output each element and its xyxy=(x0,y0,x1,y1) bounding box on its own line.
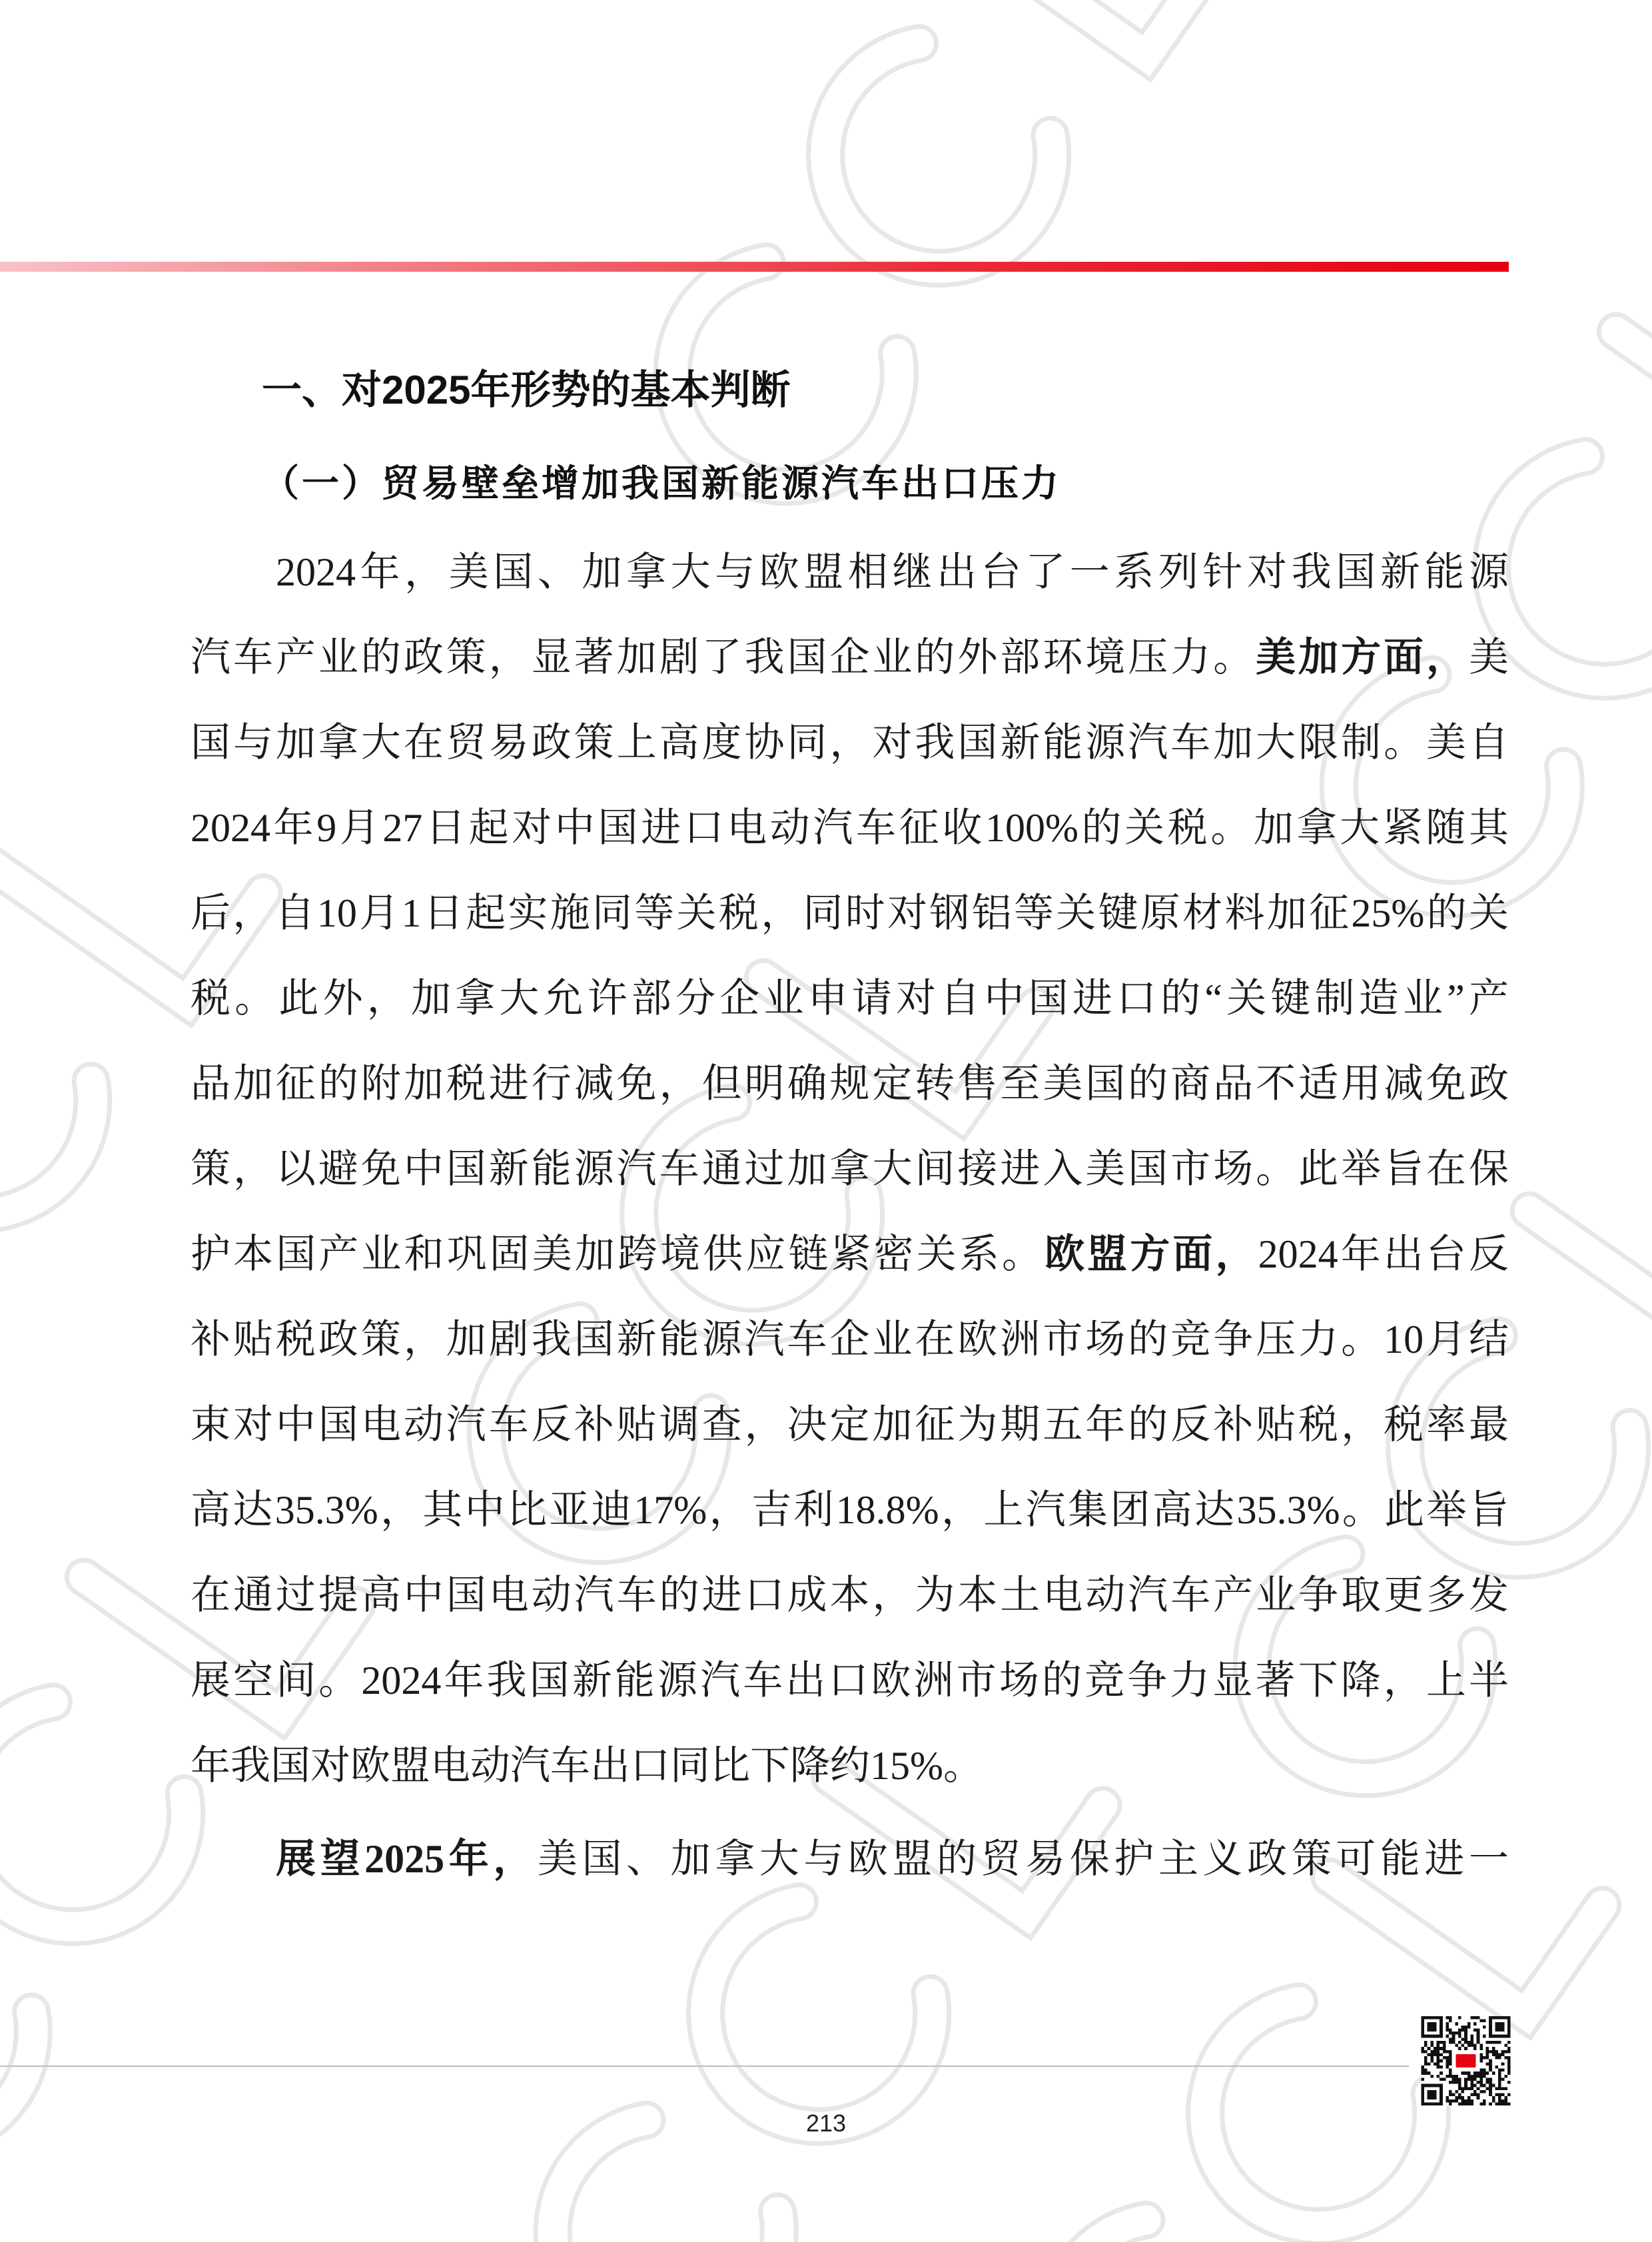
text-run: 高达35.3%，其中比亚迪17%，吉利18.8%，上汽集团高达35.3%。此举旨 xyxy=(191,1488,1509,1532)
footer-rule xyxy=(0,2065,1409,2067)
body-line xyxy=(191,1382,1509,1467)
subsection-heading: （一）贸易壁垒增加我国新能源汽车出口压力 xyxy=(262,462,1061,506)
bold-lead-in: 美加方面， xyxy=(1256,635,1469,679)
body-line xyxy=(191,615,1509,700)
body-line xyxy=(191,785,1509,871)
text-run: 2024年出台反 xyxy=(1258,1232,1509,1276)
text-run: 美国、加拿大与欧盟的贸易保护主义政策可能进一 xyxy=(537,1837,1509,1881)
qr-finder-top-right xyxy=(1489,2016,1510,2038)
text-run: 2024年9月27日起对中国进口电动汽车征收100%的关税。加拿大紧随其 xyxy=(191,806,1509,850)
body-line xyxy=(191,700,1509,785)
body-text xyxy=(191,530,1509,1902)
text-run: 税。此外，加拿大允许部分企业申请对自中国进口的“关键制造业”产 xyxy=(191,976,1509,1020)
text-run: 年我国对欧盟电动汽车出口同比下降约15%。 xyxy=(191,1744,983,1788)
body-line xyxy=(191,530,1509,615)
section-heading: 一、对2025年形势的基本判断 xyxy=(262,368,791,412)
text-run: 品加征的附加税进行减免，但明确规定转售至美国的商品不适用减免政 xyxy=(191,1062,1509,1106)
qr-finder-top-left xyxy=(1422,2016,1443,2038)
text-run: 在通过提高中国电动汽车的进口成本，为本土电动汽车产业争取更多发 xyxy=(191,1573,1509,1617)
text-run: 策，以避免中国新能源汽车通过加拿大间接进入美国市场。此举旨在保 xyxy=(191,1147,1509,1191)
text-run: 美 xyxy=(1469,635,1509,679)
body-line xyxy=(191,1723,1509,1808)
text-run: 补贴税政策，加剧我国新能源汽车企业在欧洲市场的竞争压力。10月结 xyxy=(191,1317,1509,1361)
body-line xyxy=(191,956,1509,1041)
body-line xyxy=(191,1041,1509,1126)
body-line xyxy=(191,1816,1509,1902)
text-run: 2024年，美国、加拿大与欧盟相继出台了一系列针对我国新能源 xyxy=(276,550,1509,594)
qr-code xyxy=(1420,2016,1511,2105)
text-run: 护本国产业和巩固美加跨境供应链紧密关系。 xyxy=(191,1232,1045,1276)
body-line xyxy=(191,1553,1509,1638)
paragraph xyxy=(191,1816,1509,1902)
text-run: 汽车产业的政策，显著加剧了我国企业的外部环境压力。 xyxy=(191,635,1256,679)
text-run: 束对中国电动汽车反补贴调查，决定加征为期五年的反补贴税，税率最 xyxy=(191,1403,1509,1447)
body-line xyxy=(191,871,1509,956)
bold-lead-in: 展望2025年， xyxy=(276,1837,538,1881)
body-line xyxy=(191,1126,1509,1212)
paragraph xyxy=(191,530,1509,1808)
header-red-rule xyxy=(0,262,1509,272)
body-line xyxy=(191,1297,1509,1382)
body-line xyxy=(191,1638,1509,1723)
text-run: 后，自10月1日起实施同等关税，同时对钢铝等关键原材料加征25%的关 xyxy=(191,891,1509,935)
qr-finder-bottom-left xyxy=(1422,2084,1443,2105)
text-run: 展空间。2024年我国新能源汽车出口欧洲市场的竞争力显著下降，上半 xyxy=(191,1659,1509,1702)
qr-center-logo xyxy=(1455,2053,1476,2068)
body-line xyxy=(191,1212,1509,1297)
body-line xyxy=(191,1467,1509,1553)
page-number: 213 xyxy=(805,2109,847,2137)
text-run: 国与加拿大在贸易政策上高度协同，对我国新能源汽车加大限制。美自 xyxy=(191,721,1509,765)
bold-lead-in: 欧盟方面， xyxy=(1044,1232,1258,1276)
